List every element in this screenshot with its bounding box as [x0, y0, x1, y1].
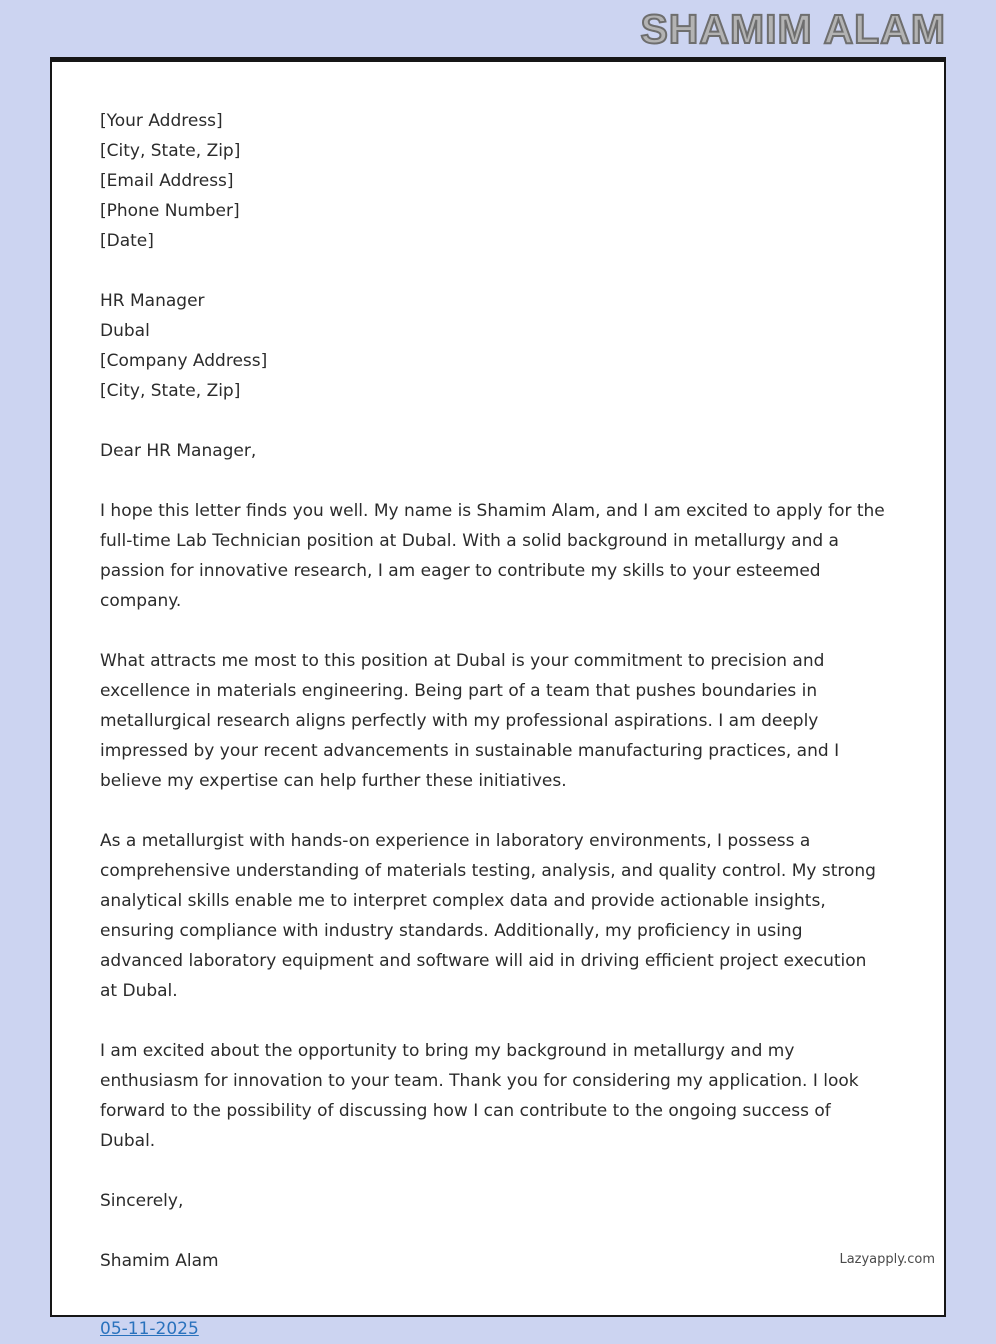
- recipient-line: Dubal: [100, 321, 150, 341]
- recipient-line: [Company Address]: [100, 351, 268, 371]
- date-link[interactable]: 05-11-2025: [100, 1319, 199, 1339]
- body-paragraph: I hope this letter finds you well. My name is Shamim Alam, and I am excited to apply for the full-time Lab Technician position at Dubal. With a solid background in metallurgy and a passion for innovative research, I am eager to contribute my skills to your esteemed company.: [100, 501, 885, 611]
- body-paragraph: What attracts me most to this position at Dubal is your commitment to precision and excellence in materials engineering. Being part of a team that pushes boundaries in metallurgical research aligns perfectly with my professional aspirations. I am deeply impressed by your recent advancements in sustainable manufacturing practices, and I believe my expertise can help further these initiatives.: [100, 651, 840, 791]
- recipient-line: [City, State, Zip]: [100, 381, 241, 401]
- letter-content: [52, 62, 944, 1344]
- sender-line: [Email Address]: [100, 171, 234, 191]
- body-paragraph: As a metallurgist with hands-on experience in laboratory environments, I possess a comprehensive understanding of materials testing, analysis, and quality control. My strong analytical skills enable me to interpret complex data and provide actionable insights, ensuring compliance with industry standards. Additionally, my proficiency in using advanced laboratory equipment and software will aid in driving efficient project execution at Dubal.: [100, 831, 876, 1001]
- recipient-line: HR Manager: [100, 291, 205, 311]
- page-title: SHAMIM ALAM: [640, 6, 946, 52]
- signature-name: Shamim Alam: [100, 1251, 219, 1271]
- letter-page: [50, 57, 946, 1339]
- recipient-address-block: [100, 286, 886, 406]
- sender-line: [City, State, Zip]: [100, 141, 241, 161]
- body-paragraph: I am excited about the opportunity to bring my background in metallurgy and my enthusiasm for innovation to your team. Thank you for considering my application. I look forward to the possibility of discussing how I can contribute to the ongoing success of Dubal.: [100, 1041, 859, 1151]
- watermark: Lazyapply.com: [839, 1252, 935, 1267]
- sender-line: [Date]: [100, 231, 154, 251]
- sender-line: [Your Address]: [100, 111, 223, 131]
- sender-address-block: [100, 106, 886, 256]
- closing: Sincerely,: [100, 1191, 184, 1211]
- salutation: Dear HR Manager,: [100, 441, 257, 461]
- sender-line: [Phone Number]: [100, 201, 240, 221]
